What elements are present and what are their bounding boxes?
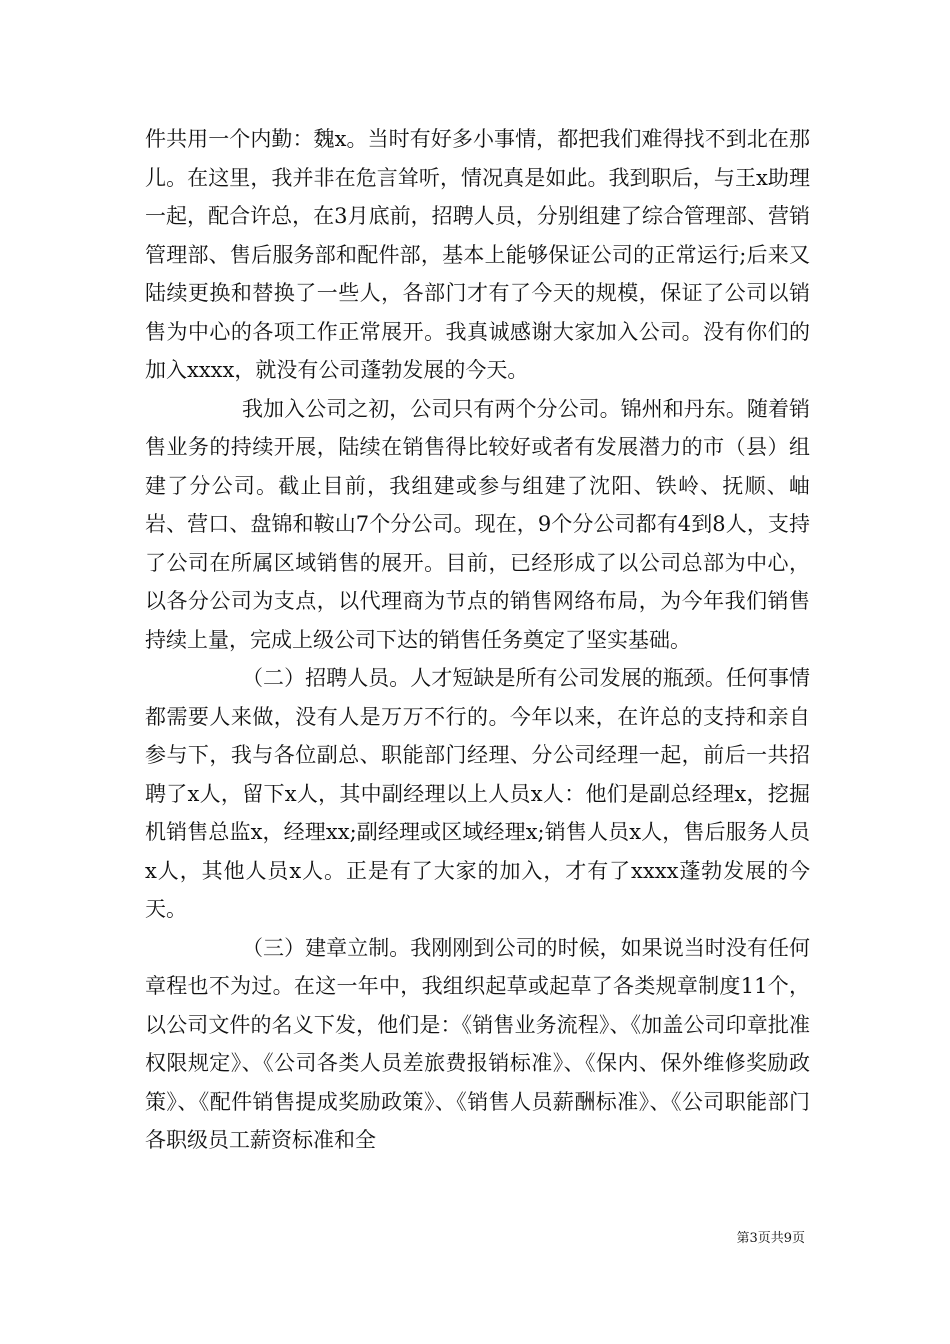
page-number: 第3页共9页 — [736, 1231, 805, 1246]
body-text — [145, 120, 810, 1160]
paragraph-1: 件共用一个内勤：魏x。当时有好多小事情，都把我们难得找不到北在那儿。在这里，我并非在危言耸听，情况真是如此。我到职后，与王x助理一起，配合许总，在3月底前，招聘人员，分别组建了综合管理部、营销管理部、售后服务部和配件部，基本上能够保证公司的正常运行;后来又陆续更换和替换了一些人，各部门才有了今天的规模，保证了公司以销售为中心的各项工作正常展开。我真诚感谢大家加入公司。没有你们的加入xxxx，就没有公司蓬勃发展的今天。 — [145, 127, 810, 382]
paragraph-3: （二）招聘人员。人才短缺是所有公司发展的瓶颈。任何事情都需要人来做，没有人是万万不行的。今年以来，在许总的支持和亲自参与下，我与各位副总、职能部门经理、分公司经理一起，前后一共招聘了x人，留下x人，其中副经理以上人员x人：他们是副总经理x，挖掘机销售总监x，经理xx;副经理或区域经理x;销售人员x人，售后服务人员x人，其他人员x人。正是有了大家的加入，才有了xxxx蓬勃发展的今天。 — [145, 666, 810, 921]
paragraph-4: （三）建章立制。我刚刚到公司的时候，如果说当时没有任何章程也不为过。在这一年中，我组织起草或起草了各类规章制度11个，以公司文件的名义下发，他们是：《销售业务流程》、《加盖公司印章批准权限规定》、《公司各类人员差旅费报销标准》、《保内、保外维修奖励政策》、《配件销售提成奖励政策》、《销售人员薪酬标准》、《公司职能部门各职级员工薪资标准和全 — [145, 935, 810, 1152]
paragraph-2: 我加入公司之初，公司只有两个分公司。锦州和丹东。随着销售业务的持续开展，陆续在销售得比较好或者有发展潜力的市（县）组建了分公司。截止目前，我组建或参与组建了沈阳、铁岭、抚顺、岫岩、营口、盘锦和鞍山7个分公司。现在，9个分公司都有4到8人，支持了公司在所属区域销售的展开。目前，已经形成了以公司总部为中心，以各分公司为支点，以代理商为节点的销售网络布局，为今年我们销售持续上量，完成上级公司下达的销售任务奠定了坚实基础。 — [145, 396, 810, 652]
